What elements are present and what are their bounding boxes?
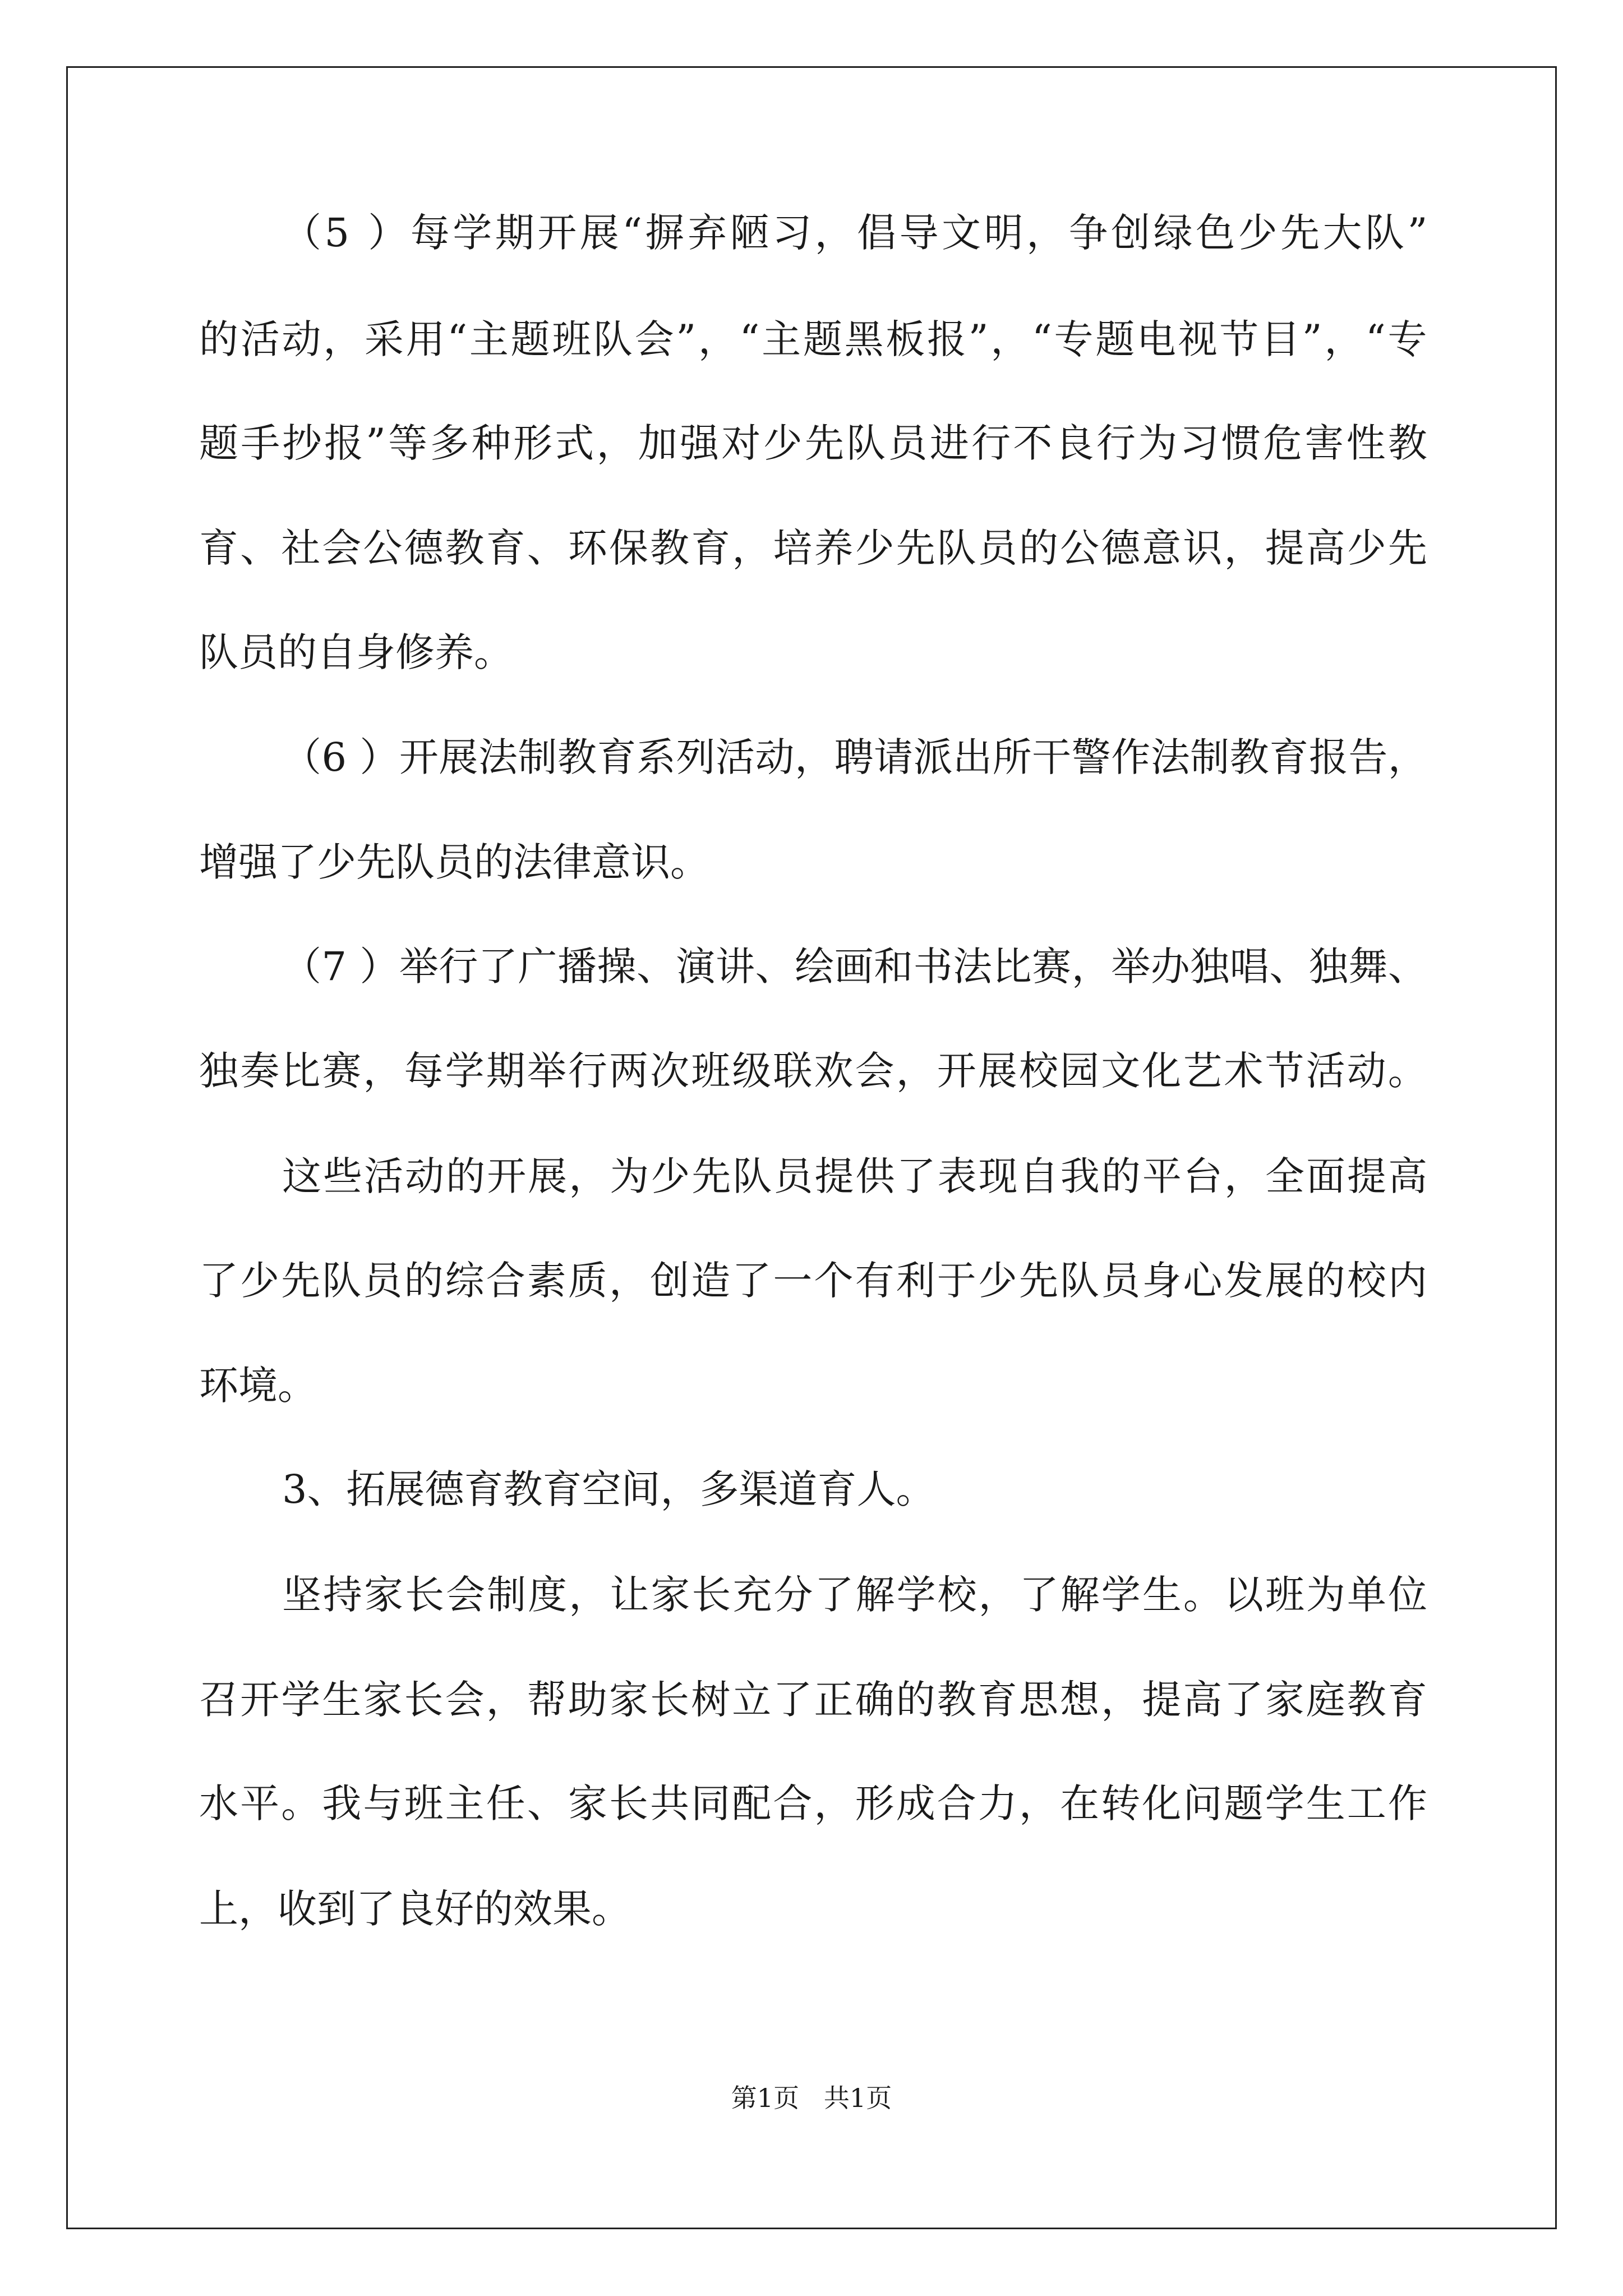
text-line: 3、拓展德育教育空间，多渠道育人。 [282,1466,935,1512]
text-line: 这些活动的开展，为少先队员提供了表现自我的平台，全面提高 [282,1153,1430,1199]
text-line: 独奏比赛，每学期举行两次班级联欢会，开展校园文化艺术节活动。 [199,1048,1429,1094]
text-line: 增强了少先队员的法律意识。 [199,839,709,885]
text-line: 题手抄报”等多种形式，加强对少先队员进行不良行为习惯危害性教 [199,420,1430,466]
text-line: 上，收到了良好的效果。 [199,1886,631,1932]
text-line: 育、社会公德教育、环保教育，培养少先队员的公德意识，提高少先 [199,525,1429,571]
page-footer: 第1页 共1页 [731,2083,892,2113]
text-line: 环境。 [199,1363,317,1409]
text-line: 队员的自身修养。 [199,629,513,675]
text-line: 了少先队员的综合素质，创造了一个有利于少先队员身心发展的校内 [199,1258,1429,1304]
text-line: 的活动，采用“主题班队会”，“主题黑板报”，“专题电视节目”，“专 [199,316,1430,362]
text-line: （6 ）开展法制教育系列活动，聘请派出所干警作法制教育报告， [282,734,1428,780]
text-line: 召开学生家长会，帮助家长树立了正确的教育思想，提高了家庭教育 [199,1677,1429,1723]
text-line: （5 ）每学期开展“摒弃陋习，倡导文明，争创绿色少先大队” [282,210,1431,256]
text-line: 坚持家长会制度，让家长充分了解学校，了解学生。以班为单位 [282,1572,1430,1618]
text-line: （7 ）举行了广播操、演讲、绘画和书法比赛，举办独唱、独舞、 [282,944,1428,990]
text-line: 水平。我与班主任、家长共同配合，形成合力，在转化问题学生工作 [199,1780,1429,1826]
